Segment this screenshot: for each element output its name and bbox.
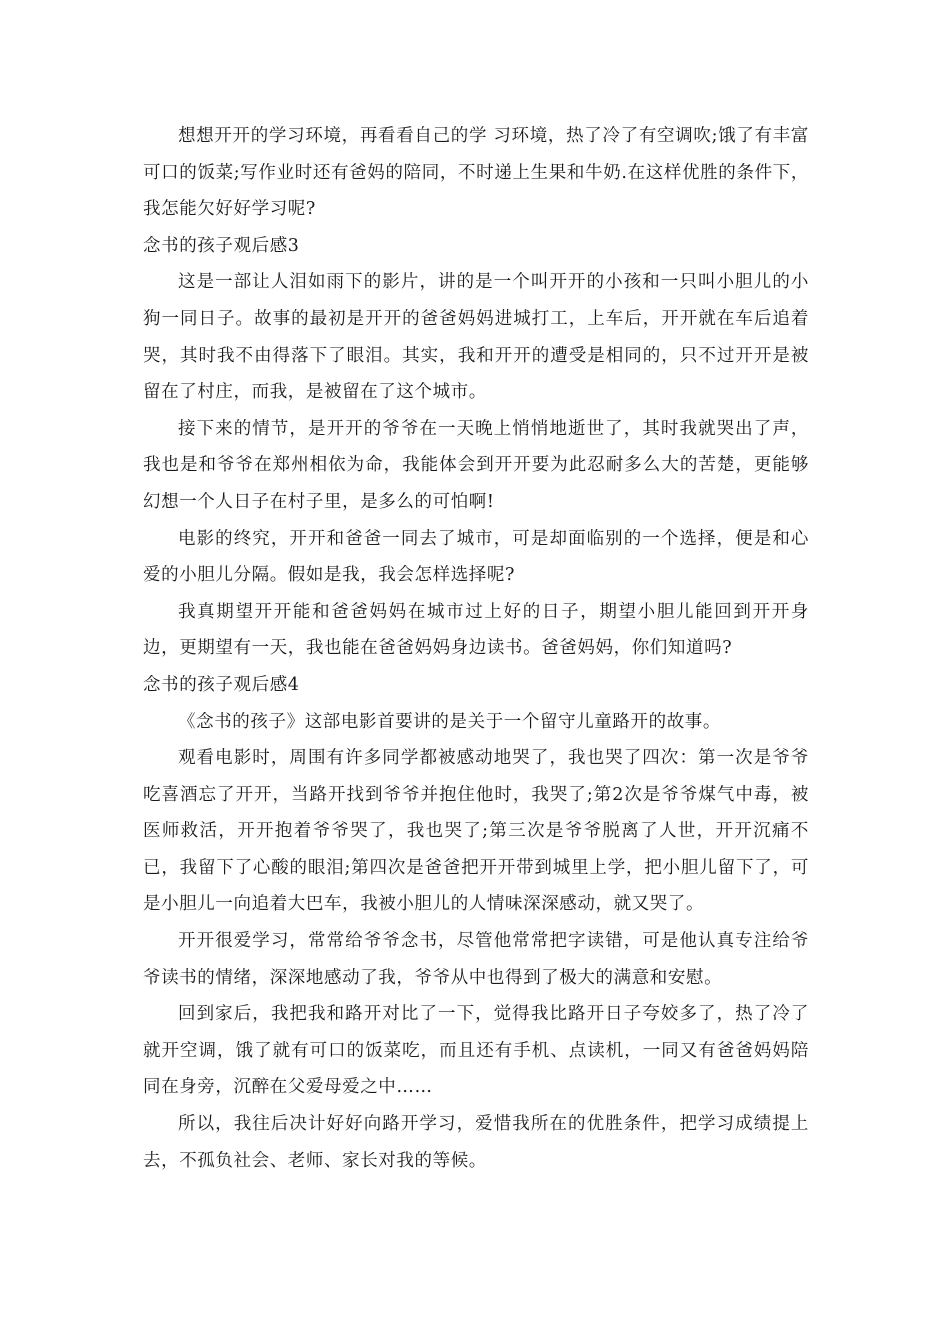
paragraph: 接下来的情节，是开开的爷爷在一天晚上悄悄地逝世了，其时我就哭出了声，我也是和爷爷在郑州相依为命，我能体会到开开要为此忍耐多么大的苦楚，更能够幻想一个人日子在村子里，是多么的可怕啊! [143,418,809,512]
paragraph: 想想开开的学习环境，再看看自己的学 习环境，热了冷了有空调吹;饿了有丰富可口的饭菜;写作业时还有爸妈的陪同，不时递上生果和牛奶.在这样优胜的条件下，我怎能欠好好学习呢? [143,126,809,220]
paragraph: 我真期望开开能和爸爸妈妈在城市过上好的日子，期望小胆儿能回到开开身边，更期望有一天，我也能在爸爸妈妈身边读书。爸爸妈妈，你们知道吗? [143,601,809,659]
paragraph: 开开很爱学习，常常给爷爷念书，尽管他常常把字读错，可是他认真专注给爷爷读书的情绪，深深地感动了我，爷爷从中也得到了极大的满意和安慰。 [143,931,809,988]
paragraph: 回到家后，我把我和路开对比了一下，觉得我比路开日子夸姣多了，热了冷了就开空调，饿了就有可口的饭菜吃，而且还有手机、点读机，一同又有爸爸妈妈陪同在身旁，沉醉在父爱母爱之中…… [143,1004,809,1098]
paragraph: 所以，我往后决计好好向路开学习，爱惜我所在的优胜条件，把学习成绩提上去，不孤负社会、老师、家长对我的等候。 [143,1114,809,1171]
paragraph: 观看电影时，周围有许多同学都被感动地哭了，我也哭了四次：第一次是爷爷吃喜酒忘了开开，当路开找到爷爷并抱住他时，我哭了;第2次是爷爷煤气中毒，被医师救活，开开抱着爷爷哭了，我也哭了;第三次是爷爷脱离了人世，开开沉痛不已，我留下了心酸的眼泪;第四次是爸爸把开开带到城里上学，把小胆儿留下了，可是小胆儿一向追着大巴车，我被小胆儿的人情味深深感动，就又哭了。 [143,748,809,915]
section-heading: 念书的孩子观后感4 [143,674,300,695]
paragraph: 这是一部让人泪如雨下的影片，讲的是一个叫开开的小孩和一只叫小胆儿的小狗一同日子。故事的最初是开开的爸爸妈妈进城打工，上车后，开开就在车后追着哭，其时我不由得落下了眼泪。其实，我和开开的遭受是相同的，只不过开开是被留在了村庄，而我，是被留在了这个城市。 [143,272,809,403]
section-heading: 念书的孩子观后感3 [143,235,300,256]
paragraph: 电影的终究，开开和爸爸一同去了城市，可是却面临别的一个选择，便是和心爱的小胆儿分隔。假如是我，我会怎样选择呢? [143,528,809,586]
document-body [143,118,809,1179]
paragraph: 《念书的孩子》这部电影首要讲的是关于一个留守儿童路开的故事。 [178,711,721,732]
